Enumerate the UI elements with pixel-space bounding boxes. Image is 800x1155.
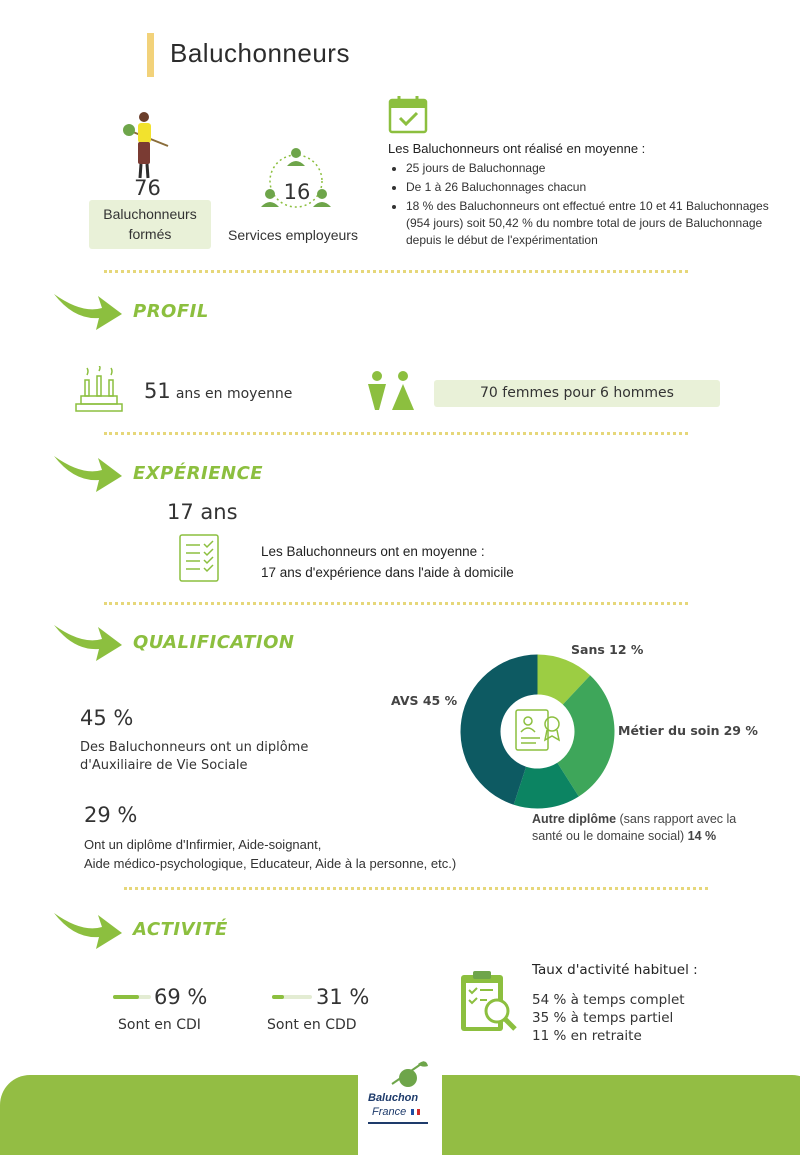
label-autre-value: 14 % — [687, 829, 717, 843]
care-description-line1: Ont un diplôme d'Infirmier, Aide-soignant, — [84, 837, 322, 852]
taux-line-1: 54 % à temps complet — [532, 992, 685, 1008]
cdi-label: Sont en CDI — [118, 1017, 201, 1033]
experience-line2: 17 ans d'expérience dans l'aide à domicile — [261, 565, 514, 580]
arrow-icon — [52, 905, 124, 951]
clipboard-search-icon — [459, 969, 519, 1035]
avs-percent: 45 % — [80, 706, 134, 730]
french-flag-icon — [411, 1109, 420, 1115]
avs-description-line1: Des Baluchonneurs ont un diplôme — [80, 740, 309, 755]
footer-logo[interactable] — [358, 1050, 442, 1133]
label-metier — [618, 723, 758, 738]
label-metier-name: Métier du soin — [618, 723, 720, 738]
diploma-icon — [512, 706, 564, 756]
label-sans: Sans 12 % — [571, 642, 644, 657]
average-list — [388, 160, 778, 249]
experience-years: 17 ans — [167, 500, 238, 524]
title-accent-bar — [147, 33, 154, 77]
trained-label-line1: Baluchonneurs — [103, 206, 197, 222]
birthday-cake-icon — [73, 366, 125, 414]
label-autre-note1: (sans rapport avec la — [616, 812, 737, 826]
section-divider — [124, 887, 708, 890]
section-title-activite: ACTIVITÉ — [133, 919, 228, 940]
trained-label-line2: formés — [128, 226, 172, 242]
experience-text — [261, 541, 514, 583]
label-metier-value: 29 % — [723, 723, 758, 738]
trained-label-box — [89, 200, 211, 249]
section-divider — [104, 432, 688, 435]
age-label: ans en moyenne — [175, 386, 293, 402]
cdd-label: Sont en CDD — [267, 1017, 357, 1033]
gender-icon — [366, 370, 416, 412]
care-description-line2: Aide médico-psychologique, Educateur, Aide à la personne, etc.) — [84, 856, 457, 871]
taux-list — [532, 991, 685, 1045]
trained-count: 76 — [134, 176, 161, 200]
section-divider — [104, 602, 688, 605]
average-heading: Les Baluchonneurs ont réalisé en moyenne : — [388, 141, 646, 156]
average-item-2: • De 1 à 26 Baluchonnages chacun — [406, 179, 778, 196]
logo-line2: France — [372, 1106, 407, 1118]
avs-description — [80, 739, 308, 775]
arrow-icon — [52, 448, 124, 494]
section-title-experience: EXPÉRIENCE — [133, 463, 264, 484]
page-title: Baluchonneurs — [170, 38, 350, 68]
label-autre — [532, 811, 736, 845]
avs-description-line2: d'Auxiliaire de Vie Sociale — [80, 758, 248, 773]
section-title-profil: PROFIL — [133, 301, 209, 322]
taux-heading: Taux d'activité habituel : — [532, 962, 698, 978]
cdi-bar-track — [113, 995, 151, 999]
bindle-logo-icon — [388, 1056, 432, 1088]
cdi-percent: 69 % — [154, 985, 208, 1009]
calendar-check-icon — [388, 94, 428, 134]
logo-underline — [368, 1122, 428, 1124]
label-autre-note2: santé ou le domaine social) — [532, 829, 688, 843]
experience-line1: Les Baluchonneurs ont en moyenne : — [261, 544, 485, 559]
cdd-percent: 31 % — [316, 985, 370, 1009]
average-block — [388, 141, 778, 251]
cdd-bar-fill — [272, 995, 284, 999]
cdd-bar-track — [272, 995, 312, 999]
taux-line-3: 11 % en retraite — [532, 1028, 642, 1044]
section-title-qualification: QUALIFICATION — [133, 632, 295, 653]
label-avs: AVS 45 % — [391, 693, 458, 708]
age-block — [144, 379, 292, 403]
cdi-bar-fill — [113, 995, 139, 999]
logo-line1: Baluchon — [368, 1092, 419, 1104]
section-divider — [104, 270, 688, 273]
arrow-icon — [52, 617, 124, 663]
hiker-icon — [120, 108, 175, 180]
average-item-3: • 18 % des Baluchonneurs ont effectué entre 10 et 41 Baluchonnages (954 jours) soit 50,42 % du nombre total de jours de Baluchonnage depuis le début de l'expérimentation — [406, 198, 778, 249]
age-value: 51 — [144, 379, 171, 403]
label-autre-name: Autre diplôme — [532, 812, 617, 826]
taux-line-2: 35 % à temps partiel — [532, 1010, 674, 1026]
care-percent: 29 % — [84, 803, 138, 827]
footer-band-right — [442, 1075, 800, 1155]
services-label: Services employeurs — [228, 227, 358, 243]
care-description — [84, 835, 456, 873]
footer-band-left — [0, 1075, 358, 1155]
gender-ratio: 70 femmes pour 6 hommes — [434, 380, 720, 407]
average-item-1: • 25 jours de Baluchonnage — [406, 160, 778, 177]
checklist-icon — [178, 533, 223, 583]
services-count: 16 — [283, 180, 311, 204]
arrow-icon — [52, 286, 124, 332]
